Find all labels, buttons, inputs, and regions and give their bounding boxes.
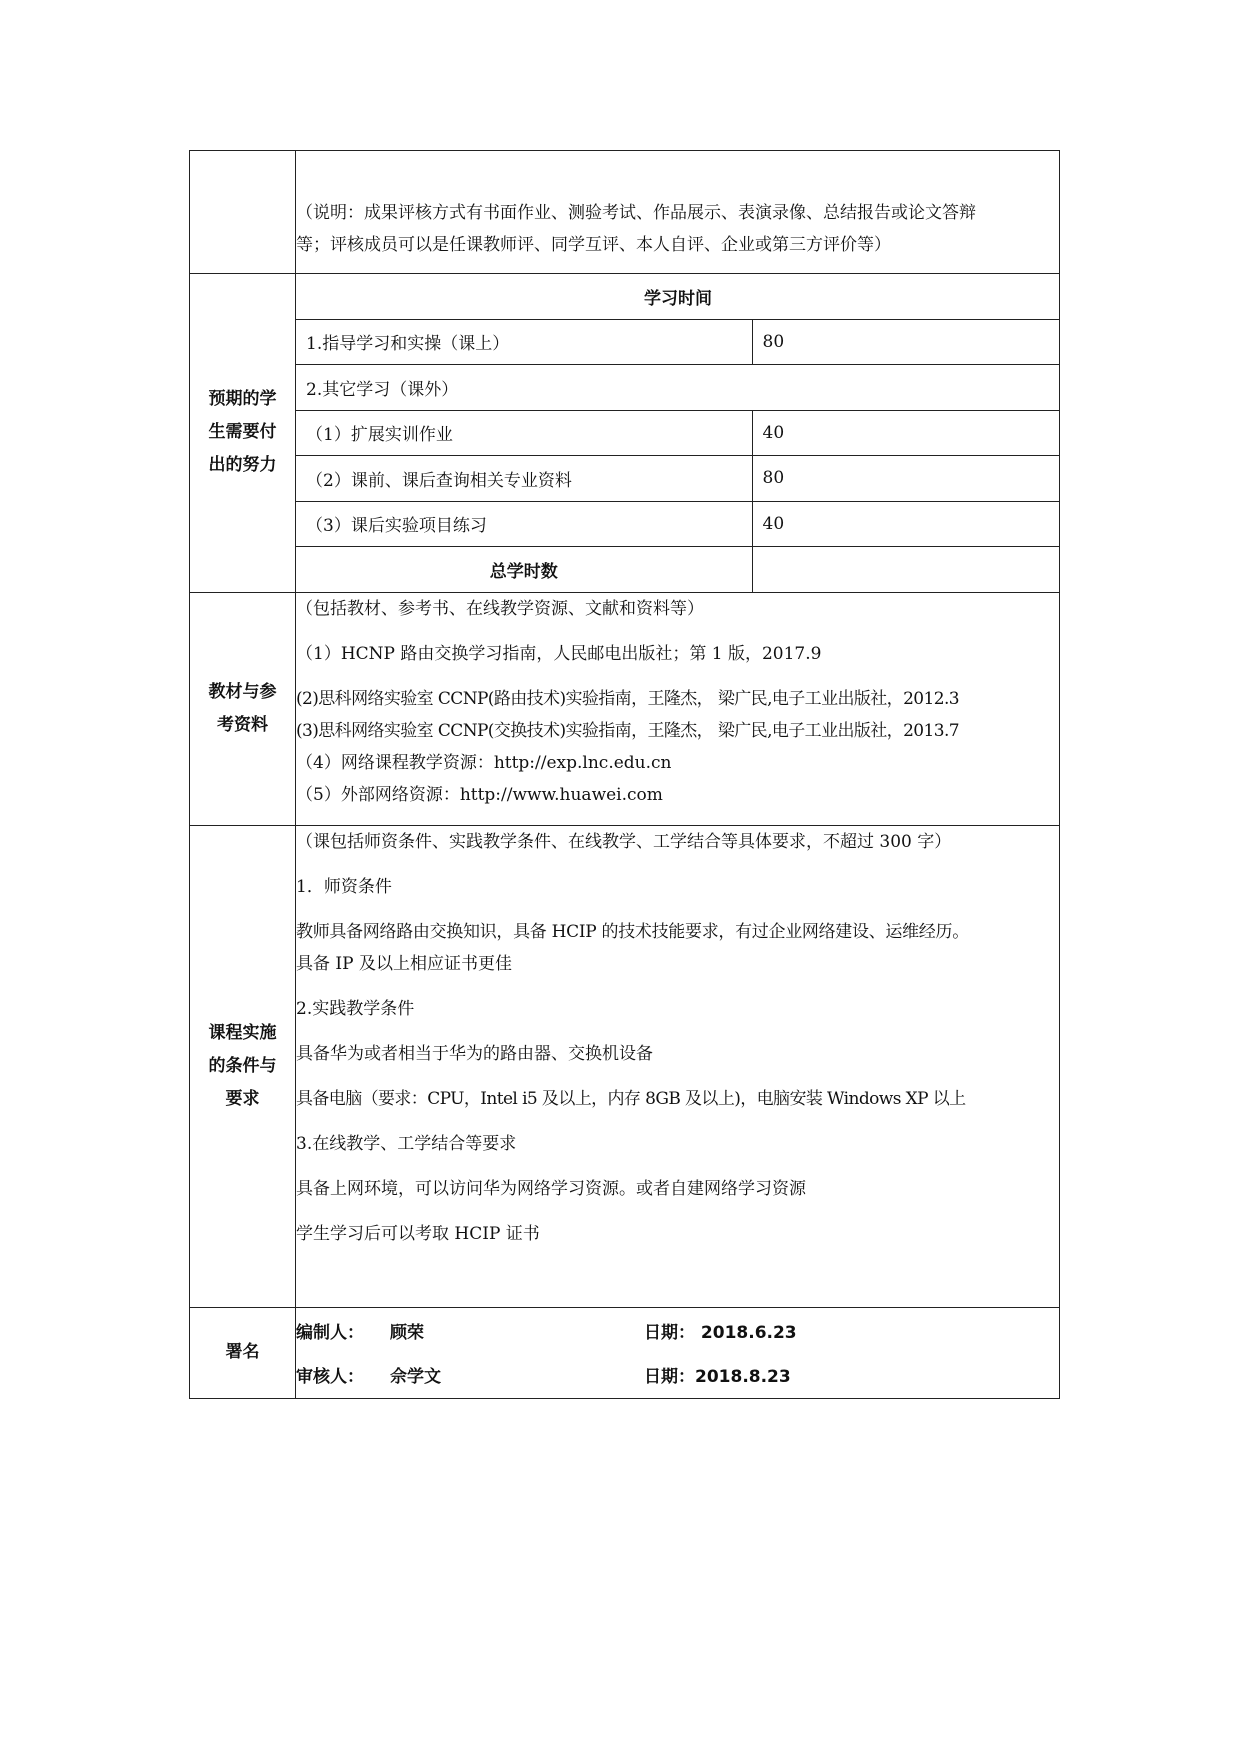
effort-item-row [296,501,1060,547]
conditions-label-line: 要求 [225,1088,260,1109]
editor-line [296,1309,1059,1353]
editor-name: 顾荣 [390,1323,424,1343]
effort-label-line: 生需要付 [208,422,277,443]
materials-line: (2)思科网络实验室 CCNP(路由技术)实验指南，王隆杰， 梁广民,电子工业出版社，2012.3 [296,688,959,709]
conditions-line: 学生学习后可以考取 HCIP 证书 [296,1223,540,1244]
conditions-line: 具备 IP 及以上相应证书更佳 [296,953,512,974]
reviewer-key: 审核人： [296,1367,364,1387]
effort-label-line: 出的努力 [208,455,277,476]
conditions-line: 具备华为或者相当于华为的路由器、交换机设备 [296,1043,653,1064]
reviewer-date: 日期：2018.8.23 [644,1367,791,1387]
materials-row [190,592,1060,825]
materials-line: （包括教材、参考书、在线教学资源、文献和资料等） [296,598,704,619]
effort-item: （3）课后实验项目练习 [296,501,752,547]
materials-line: （5）外部网络资源：http://www.huawei.com [296,784,663,805]
effort-inner-table [296,274,1060,592]
conditions-label-line: 的条件与 [208,1055,277,1076]
effort-row [190,274,1060,593]
effort-total-row [296,547,1060,592]
conditions-row [190,825,1060,1307]
assessment-label-cell [190,151,296,274]
materials-line: (3)思科网络实验室 CCNP(交换技术)实验指南，王隆杰， 梁广民,电子工业出版社，2013.7 [296,720,959,741]
assessment-note-cell [296,151,1060,274]
reviewer-line [296,1353,1059,1397]
materials-label-line: 教材与参 [208,681,277,702]
editor-date: 日期： 2018.6.23 [644,1323,797,1343]
conditions-line: 教师具备网络路由交换知识，具备 HCIP 的技术技能要求，有过企业网络建设、运维经历。 [296,921,969,942]
conditions-line: 2.实践教学条件 [296,998,415,1019]
signature-row [190,1307,1060,1398]
effort-item: （1）扩展实训作业 [296,410,752,456]
conditions-line: 具备电脑（要求：CPU，Intel i5 及以上，内存 8GB 及以上)，电脑安装 Windows XP 以上 [296,1088,966,1109]
conditions-line: 3.在线教学、工学结合等要求 [296,1133,517,1154]
effort-total-label: 总学时数 [489,561,558,582]
conditions-label-line: 课程实施 [208,1022,277,1043]
effort-label-cell [190,274,296,593]
editor-key: 编制人： [296,1323,364,1343]
materials-line: （4）网络课程教学资源：http://exp.lnc.edu.cn [296,752,672,773]
course-form-table [189,150,1060,1399]
reviewer-name: 佘学文 [390,1367,441,1387]
effort-item: 2.其它学习（课外） [296,365,1060,411]
course-form-sheet [189,150,1059,1399]
materials-label-line: 考资料 [217,714,268,735]
effort-total-value [752,547,1060,592]
assessment-row [190,151,1060,274]
effort-item-row [296,456,1060,502]
effort-item-row [296,410,1060,456]
conditions-line: 具备上网环境，可以访问华为网络学习资源。或者自建网络学习资源 [296,1178,806,1199]
assessment-note-line: （说明：成果评核方式有书面作业、测验考试、作品展示、表演录像、总结报告或论文答辩 [296,203,976,223]
effort-item-row [296,365,1060,411]
effort-header: 学习时间 [296,274,1060,319]
assessment-note-line: 等；评核成员可以是任课教师评、同学互评、本人自评、企业或第三方评价等） [296,235,891,255]
materials-line: （1）HCNP 路由交换学习指南，人民邮电出版社；第 1 版，2017.9 [296,643,822,664]
conditions-label-cell [190,825,296,1307]
conditions-line: 1．师资条件 [296,876,392,897]
signature-content-cell [296,1307,1060,1398]
conditions-line: （课包括师资条件、实践教学条件、在线教学、工学结合等具体要求，不超过 300 字） [296,831,952,852]
effort-label-line: 预期的学 [208,389,277,410]
materials-label-cell [190,592,296,825]
signature-label: 署名 [190,1307,296,1398]
effort-item: （2）课前、课后查询相关专业资料 [296,456,752,502]
conditions-content-cell [296,825,1060,1307]
materials-content-cell [296,592,1060,825]
effort-header-row [296,274,1060,319]
effort-table-cell [296,274,1060,593]
effort-value: 40 [752,501,1060,547]
effort-item: 1.指导学习和实操（课上） [296,319,752,365]
effort-value: 80 [752,319,1060,365]
effort-item-row [296,319,1060,365]
effort-value: 80 [752,456,1060,502]
effort-value: 40 [752,410,1060,456]
